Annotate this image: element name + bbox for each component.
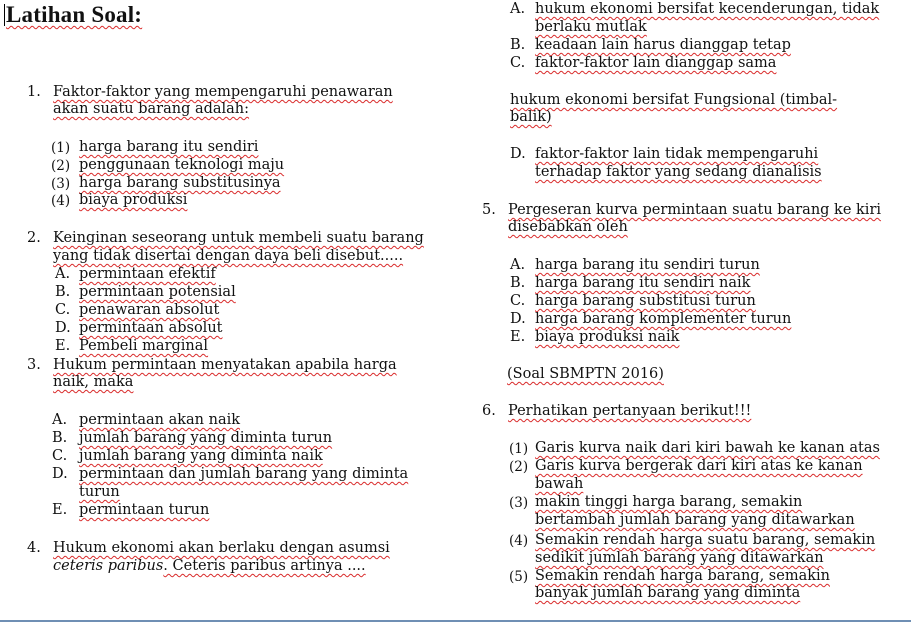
list-item: harga barang itu sendiri <box>79 139 259 155</box>
list-item: harga barang substitusinya <box>79 175 281 191</box>
item-label: (4) <box>509 533 529 549</box>
option-label: A. <box>52 412 68 428</box>
option-text: penawaran absolut <box>79 302 220 318</box>
question-number: 3. <box>27 357 41 373</box>
option-text: biaya produksi naik <box>535 329 680 345</box>
italic-term: ceteris paribus <box>53 558 164 574</box>
option-label: E. <box>52 502 68 518</box>
option-label: B. <box>55 284 71 300</box>
option-label: A. <box>510 257 526 273</box>
option-text: harga barang substitusi turun <box>535 293 756 309</box>
list-item: sedikit jumlah barang yang ditawarkan <box>535 550 824 566</box>
option-label: D. <box>52 466 68 482</box>
item-label: (3) <box>509 495 529 511</box>
question-text-line: naik, maka <box>53 374 134 390</box>
question-text-rest: . Ceteris paribus artinya .... <box>163 558 366 574</box>
question-text-line: Pergeseran kurva permintaan suatu barang ke kiri <box>508 202 882 218</box>
option-text: turun <box>79 484 120 500</box>
option-label: D. <box>55 320 71 336</box>
list-item: bertambah jumlah barang yang ditawarkan <box>535 512 855 528</box>
list-item: banyak jumlah barang yang diminta <box>535 585 801 601</box>
option-text: harga barang itu sendiri naik <box>535 275 751 291</box>
question-text-line: Hukum permintaan menyatakan apabila harga <box>53 357 397 373</box>
list-item: Garis kurva bergerak dari kiri atas ke kanan <box>535 458 863 474</box>
list-item: makin tinggi harga barang, semakin <box>535 494 803 510</box>
page-bottom-border <box>0 620 911 622</box>
list-item: biaya produksi <box>79 192 188 208</box>
option-label: E. <box>510 329 526 345</box>
question-number: 4. <box>27 540 41 556</box>
option-text: permintaan absolut <box>79 320 223 336</box>
option-text: hukum ekonomi bersifat kecenderungan, tidak <box>535 1 880 17</box>
option-label: B. <box>52 430 68 446</box>
question-number: 2. <box>27 230 41 246</box>
option-text: jumlah barang yang diminta turun <box>79 430 333 446</box>
option-label: D. <box>510 311 526 327</box>
option-text: balik) <box>510 109 552 125</box>
option-text: permintaan efektif <box>79 266 216 282</box>
question-text-line: Hukum ekonomi akan berlaku dengan asumsi <box>53 540 390 556</box>
option-label: E. <box>55 338 71 354</box>
list-item: bawah <box>535 476 584 492</box>
option-text: keadaan lain harus dianggap tetap <box>535 37 791 53</box>
source-note: (Soal SBMPTN 2016) <box>507 366 664 382</box>
question-number: 1. <box>27 84 41 100</box>
list-item: Semakin rendah harga suatu barang, semakin <box>535 532 876 548</box>
option-text: jumlah barang yang diminta naik <box>79 448 323 464</box>
option-text: harga barang komplementer turun <box>535 311 792 327</box>
option-label: C. <box>55 302 71 318</box>
option-text: faktor-faktor lain tidak mempengaruhi <box>535 146 819 162</box>
option-label: C. <box>510 55 526 71</box>
item-label: (1) <box>509 441 529 457</box>
question-text-line: akan suatu barang adalah: <box>53 101 250 117</box>
option-text: Pembeli marginal <box>79 338 209 354</box>
option-label: B. <box>510 275 526 291</box>
question-text-line: disebabkan oleh <box>508 219 628 235</box>
option-label: A. <box>510 1 526 17</box>
option-text: permintaan potensial <box>79 284 236 300</box>
option-text: faktor-faktor lain dianggap sama <box>535 55 777 71</box>
question-text-line: yang tidak disertai dengan daya beli disebut..... <box>53 248 404 264</box>
option-text: harga barang itu sendiri turun <box>535 257 760 273</box>
item-label: (1) <box>51 140 71 156</box>
option-label: D. <box>510 146 526 162</box>
item-label: (2) <box>509 459 529 475</box>
option-label: C. <box>52 448 68 464</box>
option-text: berlaku mutlak <box>535 19 647 35</box>
question-number: 6. <box>482 403 496 419</box>
option-text: terhadap faktor yang sedang dianalisis <box>535 164 822 180</box>
option-label: A. <box>55 266 71 282</box>
option-text: permintaan dan jumlah barang yang diminta <box>79 466 409 482</box>
item-label: (2) <box>51 158 71 174</box>
list-item: Semakin rendah harga barang, semakin <box>535 568 830 584</box>
question-number: 5. <box>482 202 496 218</box>
option-text: permintaan akan naik <box>79 412 241 428</box>
question-text-line: Faktor-faktor yang mempengaruhi penawaran <box>53 84 393 100</box>
option-label: C. <box>510 293 526 309</box>
page-title: Latihan Soal: <box>6 2 143 27</box>
item-label: (4) <box>51 193 71 209</box>
text-cursor <box>4 4 5 26</box>
question-text-line <box>53 558 366 575</box>
question-text-line: Perhatikan pertanyaan berikut!!! <box>508 403 752 419</box>
item-label: (5) <box>509 569 529 585</box>
option-text: hukum ekonomi bersifat Fungsional (timbal- <box>510 92 838 108</box>
list-item: penggunaan teknologi maju <box>79 157 285 173</box>
option-label: B. <box>510 37 526 53</box>
option-text: permintaan turun <box>79 502 210 518</box>
question-text-line: Keinginan seseorang untuk membeli suatu barang <box>53 230 424 246</box>
item-label: (3) <box>51 176 71 192</box>
list-item: Garis kurva naik dari kiri bawah ke kanan atas <box>535 440 880 456</box>
